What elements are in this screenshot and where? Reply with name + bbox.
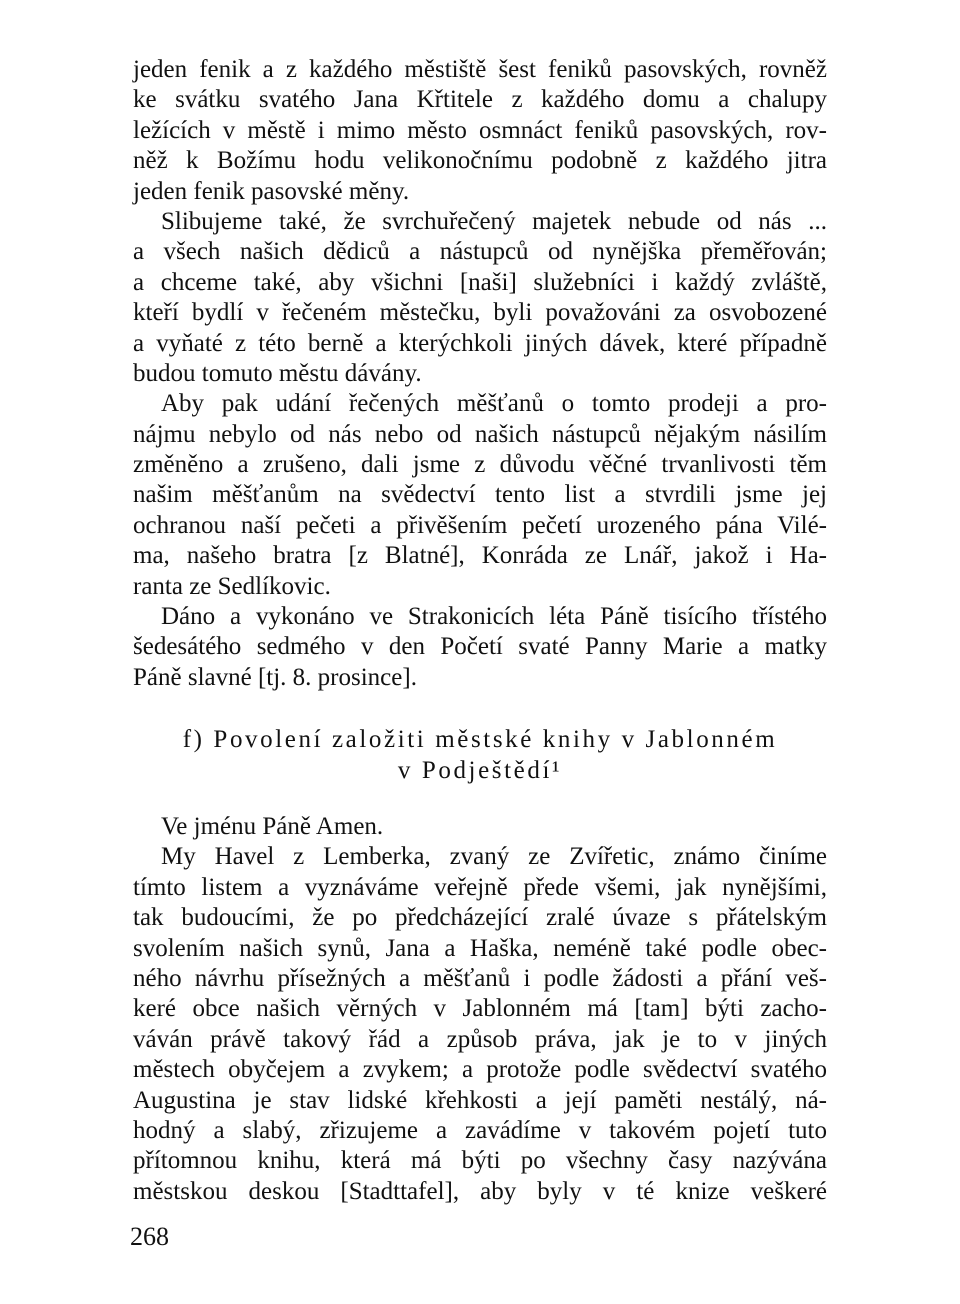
paragraph: [133, 55, 827, 207]
text-line: tímto listem a vyznáváme veřejně přede všemi, jak nynějšími,: [133, 873, 827, 901]
text-line: a vyňaté z této berně a kterýchkoli jiných dávek, které případně: [133, 329, 827, 357]
text-line: Dáno a vykonáno ve Strakonicích léta Páně tisícího třístého: [161, 603, 827, 631]
text-line: jeden fenik pasovské měny.: [133, 177, 410, 205]
spacer: [133, 786, 827, 812]
text-line: změněno a zrušeno, dali jsme z důvodu věčné trvanlivosti těm: [133, 451, 827, 479]
text-line: keré obce našich věrných v Jablonném má [tam] býti zacho-: [133, 995, 827, 1023]
text-line: budou tomuto městu dávány.: [133, 359, 422, 387]
paragraph: [133, 812, 827, 842]
heading-line: v Podještědí¹: [397, 756, 563, 784]
text-line: městech obyčejem a zvykem; a protože podle svědectví svatého: [133, 1056, 827, 1084]
text-line: městskou deskou [Stadttafel], aby byly v té knize veškeré: [133, 1177, 827, 1205]
text-line: našim měšťanům na svědectví tento list a stvrdili jsme jej: [133, 481, 827, 509]
text-line: jeden fenik a z každého městiště šest feniků pasovských, rovněž: [133, 56, 827, 83]
text-line: ranta ze Sedlíkovic.: [133, 572, 331, 600]
text-line: Aby pak udání řečených měšťanů o tomto prodeji a pro-: [161, 390, 827, 418]
text-line: šedesátého sedmého v den Početí svaté Panny Marie a matky: [133, 633, 827, 661]
text-line: ke svátku svatého Jana Křtitele z každého domu a chalupy: [133, 86, 827, 114]
text-line: Páně slavné [tj. 8. prosince].: [133, 663, 417, 691]
text-line: něž k Božímu hodu velikonočnímu podobně z každého jitra: [133, 147, 827, 175]
heading-line: f) Povolení založiti městské knihy v Jablonném: [182, 726, 778, 754]
text-line: Ve jménu Páně Amen.: [161, 812, 384, 840]
paragraph: [133, 207, 827, 389]
paragraph: [133, 842, 827, 1207]
text-line: kteří bydlí v řečeném městečku, byli považováni za osvobozené: [133, 299, 827, 327]
text-line: Slibujeme také, že svrchuřečený majetek nebude od nás ...: [161, 207, 827, 235]
paragraph: [133, 389, 827, 602]
page-number: 268: [130, 1222, 169, 1251]
paragraph: [133, 602, 827, 693]
text-line: svolením našich synů, Jana a Haška, neméně také podle obec-: [133, 934, 827, 962]
text-line: ležících v městě i mimo město osmnáct feniků pasovských, rov-: [133, 116, 827, 144]
text-line: a všech našich dědiců a nástupců od nynějška přeměřován;: [133, 238, 827, 266]
text-line: váván právě takový řád a způsob práva, jak je to v jiných: [133, 1025, 827, 1053]
section-heading: [133, 725, 827, 786]
text-line: tak budoucími, že po předcházející zralé úvaze s přátelským: [133, 904, 827, 932]
text-line: ného návrhu přísežných a měšťanů i podle žádosti a přání veš-: [133, 964, 827, 992]
text-line: Augustina je stav lidské křehkosti a její paměti nestálý, ná-: [133, 1086, 827, 1114]
text-block: [133, 55, 827, 1207]
spacer: [133, 693, 827, 725]
text-line: ochranou naší pečeti a přivěšením pečetí urozeného pána Vilé-: [133, 511, 827, 539]
text-line: My Havel z Lemberka, zvaný ze Zvířetic, známo činíme: [161, 843, 827, 871]
text-line: ma, našeho bratra [z Blatné], Konráda ze Lnář, jakož i Ha-: [133, 542, 827, 570]
text-line: nájmu nebylo od nás nebo od našich nástupců nějakým násilím: [133, 420, 827, 448]
text-line: přítomnou knihu, která má býti po všechny časy nazývána: [133, 1147, 827, 1175]
text-line: hodný a slabý, zřizujeme a zavádíme v takovém pojetí tuto: [133, 1116, 827, 1144]
text-line: a chceme také, aby všichni [naši] služebníci i každý zvláště,: [133, 268, 827, 296]
